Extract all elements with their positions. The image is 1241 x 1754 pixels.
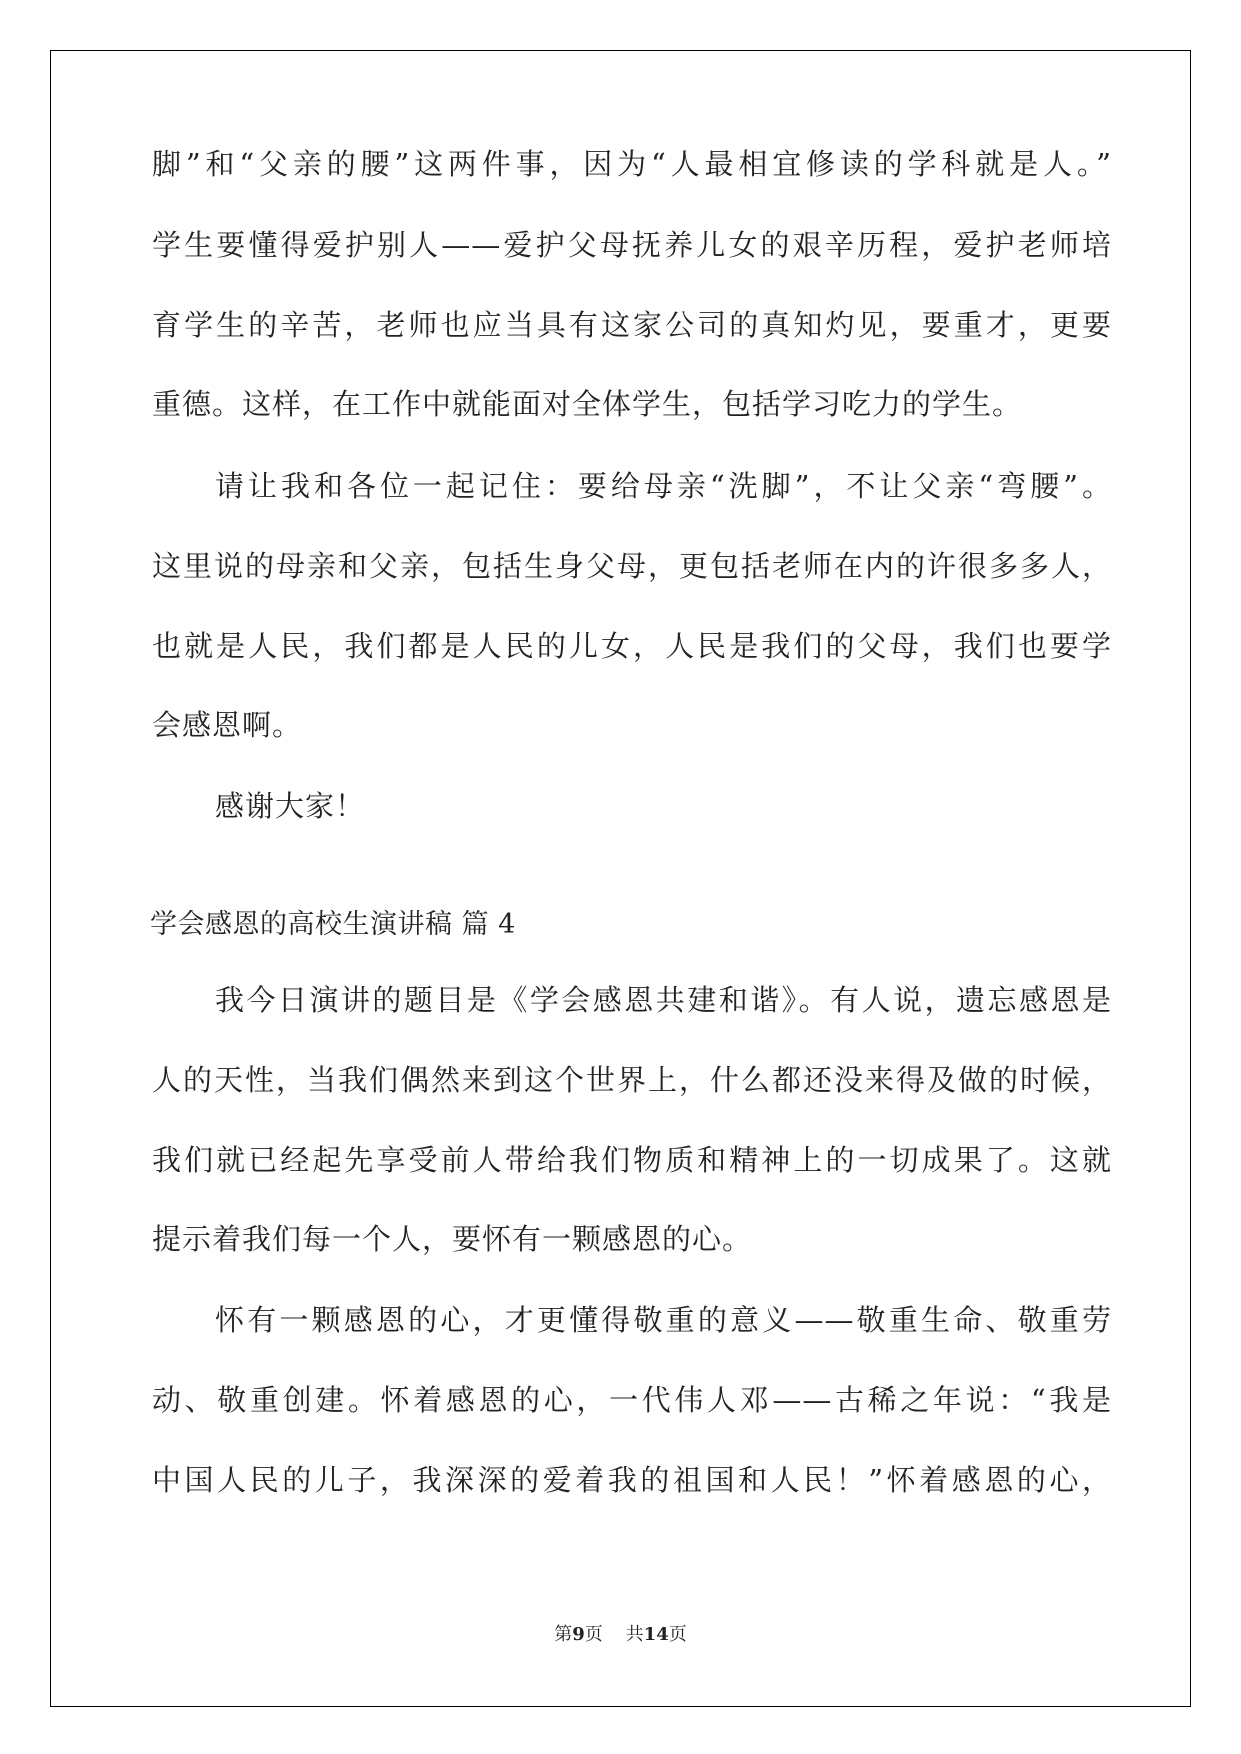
paragraph-line: 这里说的母亲和父亲，包括生身父母，更包括老师在内的许很多多人， [152,549,1112,583]
paragraph-line: 会感恩啊。 [152,708,303,742]
paragraph-line: 重德。这样，在工作中就能面对全体学生，包括学习吃力的学生。 [152,387,1023,421]
paragraph-line: 育学生的辛苦，老师也应当具有这家公司的真知灼见，要重才，更要 [152,308,1112,342]
section-heading: 学会感恩的高校生演讲稿 篇 4 [150,909,516,940]
paragraph-line: 中国人民的儿子，我深深的爱着我的祖国和人民！”怀着感恩的心， [152,1463,1112,1497]
page-frame [50,50,1191,1707]
total-suffix: 页 [668,1624,687,1645]
total-prefix: 共 [625,1624,644,1645]
paragraph-line: 也就是人民，我们都是人民的儿女，人民是我们的父母，我们也要学 [152,629,1112,663]
total-pages: 14 [643,1624,669,1645]
page-footer [0,1623,1241,1647]
paragraph-line: 感谢大家！ [215,789,366,823]
paragraph-line: 我今日演讲的题目是《学会感恩共建和谐》。有人说，遗忘感恩是 [215,983,1112,1017]
page-prefix: 第 [554,1624,573,1645]
paragraph-line: 怀有一颗感恩的心，才更懂得敬重的意义——敬重生命、敬重劳 [215,1303,1112,1337]
paragraph-line: 请让我和各位一起记住：要给母亲“洗脚”，不让父亲“弯腰”。 [215,469,1112,503]
page-suffix: 页 [584,1624,603,1645]
paragraph-line: 脚”和“父亲的腰”这两件事，因为“人最相宜修读的学科就是人。” [152,147,1112,181]
paragraph-line: 学生要懂得爱护别人——爱护父母抚养儿女的艰辛历程，爱护老师培 [152,228,1112,262]
paragraph-line: 我们就已经起先享受前人带给我们物质和精神上的一切成果了。这就 [152,1143,1112,1177]
paragraph-line: 人的天性，当我们偶然来到这个世界上，什么都还没来得及做的时候， [152,1063,1112,1097]
paragraph-line: 动、敬重创建。怀着感恩的心，一代伟人邓——古稀之年说：“我是 [152,1383,1112,1417]
page-number: 9 [572,1624,585,1645]
paragraph-line: 提示着我们每一个人，要怀有一颗感恩的心。 [152,1222,753,1256]
